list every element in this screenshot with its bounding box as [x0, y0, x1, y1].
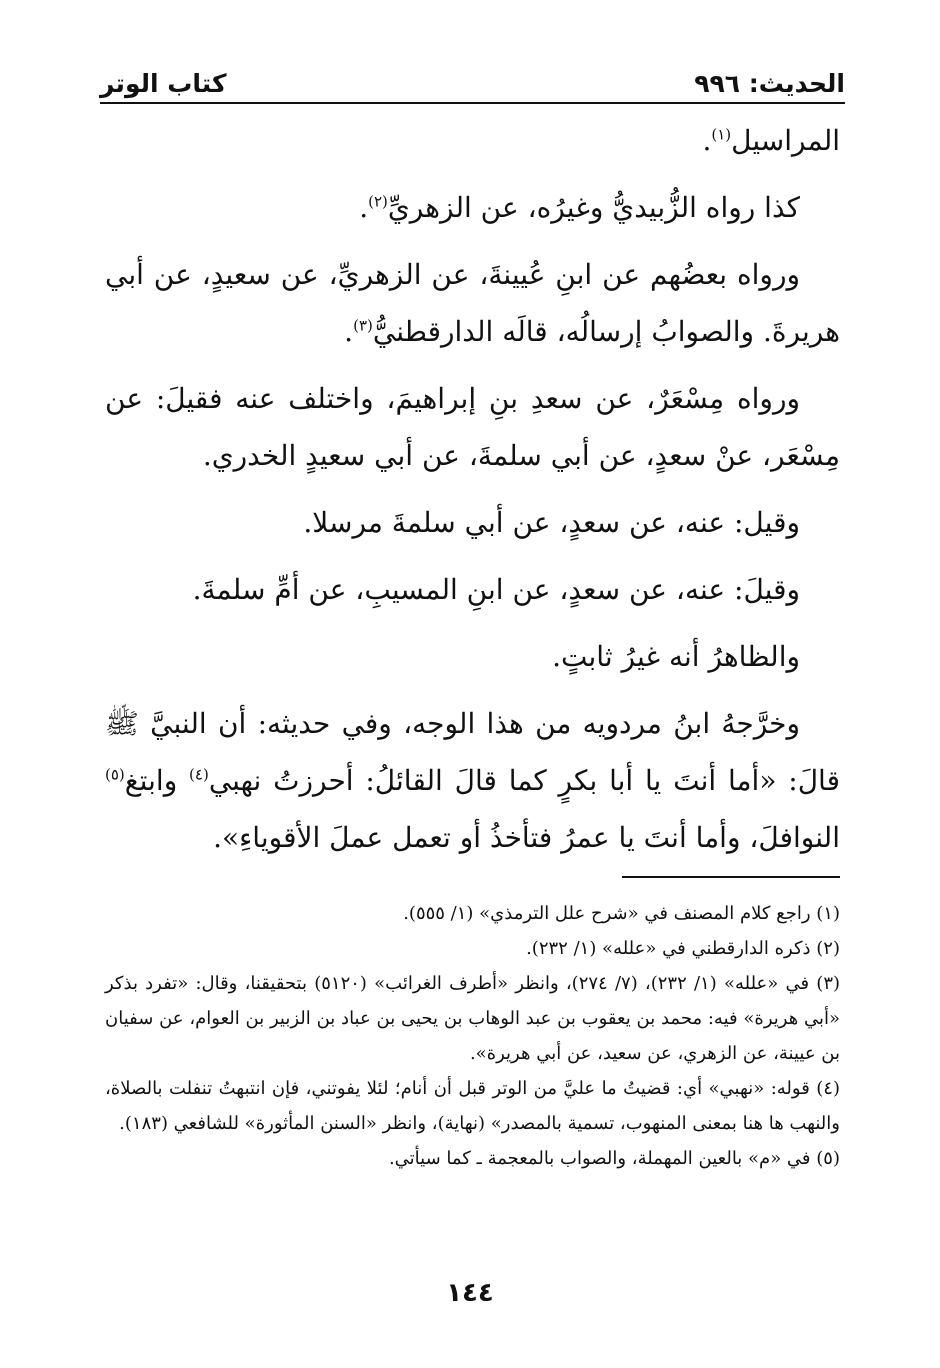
- footnote-2: (٢) ذكره الدارقطني في «علله» (١/ ٢٣٢).: [526, 938, 840, 959]
- footnote-ref[interactable]: (٤): [189, 765, 209, 784]
- footnote-ref[interactable]: (٢): [368, 192, 388, 211]
- footnote-4: (٤) قوله: «نهبي» أي: قضيتُ ما عليَّ من الوتر قبل أن أنام؛ لئلا يفوتني، فإن انتبهتُ تنفلت بالصلاة، والنهب ها هنا بمعنى المنهوب، تسمية بالمصدر» (نهاية)، وانظر «السنن المأثورة» للشافعي (١٨٣).: [105, 1078, 840, 1134]
- paragraph-8: وخرَّجهُ ابنُ مردويه من هذا الوجه، وفي حديثه: أن النبيَّ ﷺ قالَ: «أما أنتَ يا أبا بكرٍ كما قالَ القائلُ: أحرزتُ نهبي$^{(٤)}$ وابتغ$^{(٥)}$ النوافلَ، وأما أنتَ يا عمرُ فتأخذُ أو تعمل عملَ الأقوياءِ».: [105, 707, 840, 854]
- footnote-3: (٣) في «علله» (١/ ٢٣٢)، (٧/ ٢٧٤)، وانظر «أطرف الغرائب» (٥١٢٠) بتحقيقنا، وقال: «تفرد بذكر «أبي هريرة» فيه: محمد بن يعقوب بن عبد الوهاب بن يحيى بن عباد بن الزبير بن العوام، عن سفيان بن عيينة، عن الزهري، عن سعيد، عن أبي هريرة».: [105, 973, 841, 1064]
- paragraph-6: وقيلَ: عنه، عن سعدٍ، عن ابنِ المسيبِ، عن أمِّ سلمةَ.: [192, 573, 800, 606]
- main-text: [105, 112, 840, 876]
- footnote-ref[interactable]: (٥): [105, 765, 125, 784]
- footnote-ref[interactable]: (٣): [353, 316, 373, 335]
- footnote-separator: [622, 876, 840, 878]
- footnotes: [105, 896, 840, 1176]
- paragraph-1: المراسيل$^{(١)}$.: [702, 124, 840, 157]
- paragraph-3: ورواه بعضُهم عن ابنِ عُيينةَ، عن الزهريِّ، عن سعيدٍ، عن أبي هريرةَ. والصوابُ إرسالُه، قالَه الدارقطنيُّ$^{(٣)}$.: [105, 258, 840, 348]
- paragraph-2: كذا رواه الزُّبيديُّ وغيرُه، عن الزهريِّ$^{(٢)}$.: [359, 191, 800, 224]
- book-title: كتاب الوتر: [100, 69, 227, 98]
- page-number: ١٤٤: [446, 1278, 494, 1308]
- footnote-ref[interactable]: (١): [711, 125, 732, 144]
- footnote-5: (٥) في «م» بالعين المهملة، والصواب بالمعجمة ـ كما سيأتي.: [388, 1148, 840, 1169]
- footnote-1: (١) راجع كلام المصنف في «شرح علل الترمذي» (١/ ٥٥٥).: [403, 903, 840, 924]
- paragraph-7: والظاهرُ أنه غيرُ ثابتٍ.: [552, 640, 800, 673]
- paragraph-5: وقيل: عنه، عن سعدٍ، عن أبي سلمةَ مرسلا.: [303, 506, 800, 539]
- hadith-number: الحديث: ٩٩٦: [694, 69, 845, 98]
- page-header: [100, 58, 845, 104]
- paragraph-4: ورواه مِسْعَرٌ، عن سعدِ بنِ إبراهيمَ، واختلف عنه فقيلَ: عن مِسْعَر، عنْ سعدٍ، عن أبي سلمةَ، عن أبي سعيدٍ الخدري.: [105, 382, 840, 472]
